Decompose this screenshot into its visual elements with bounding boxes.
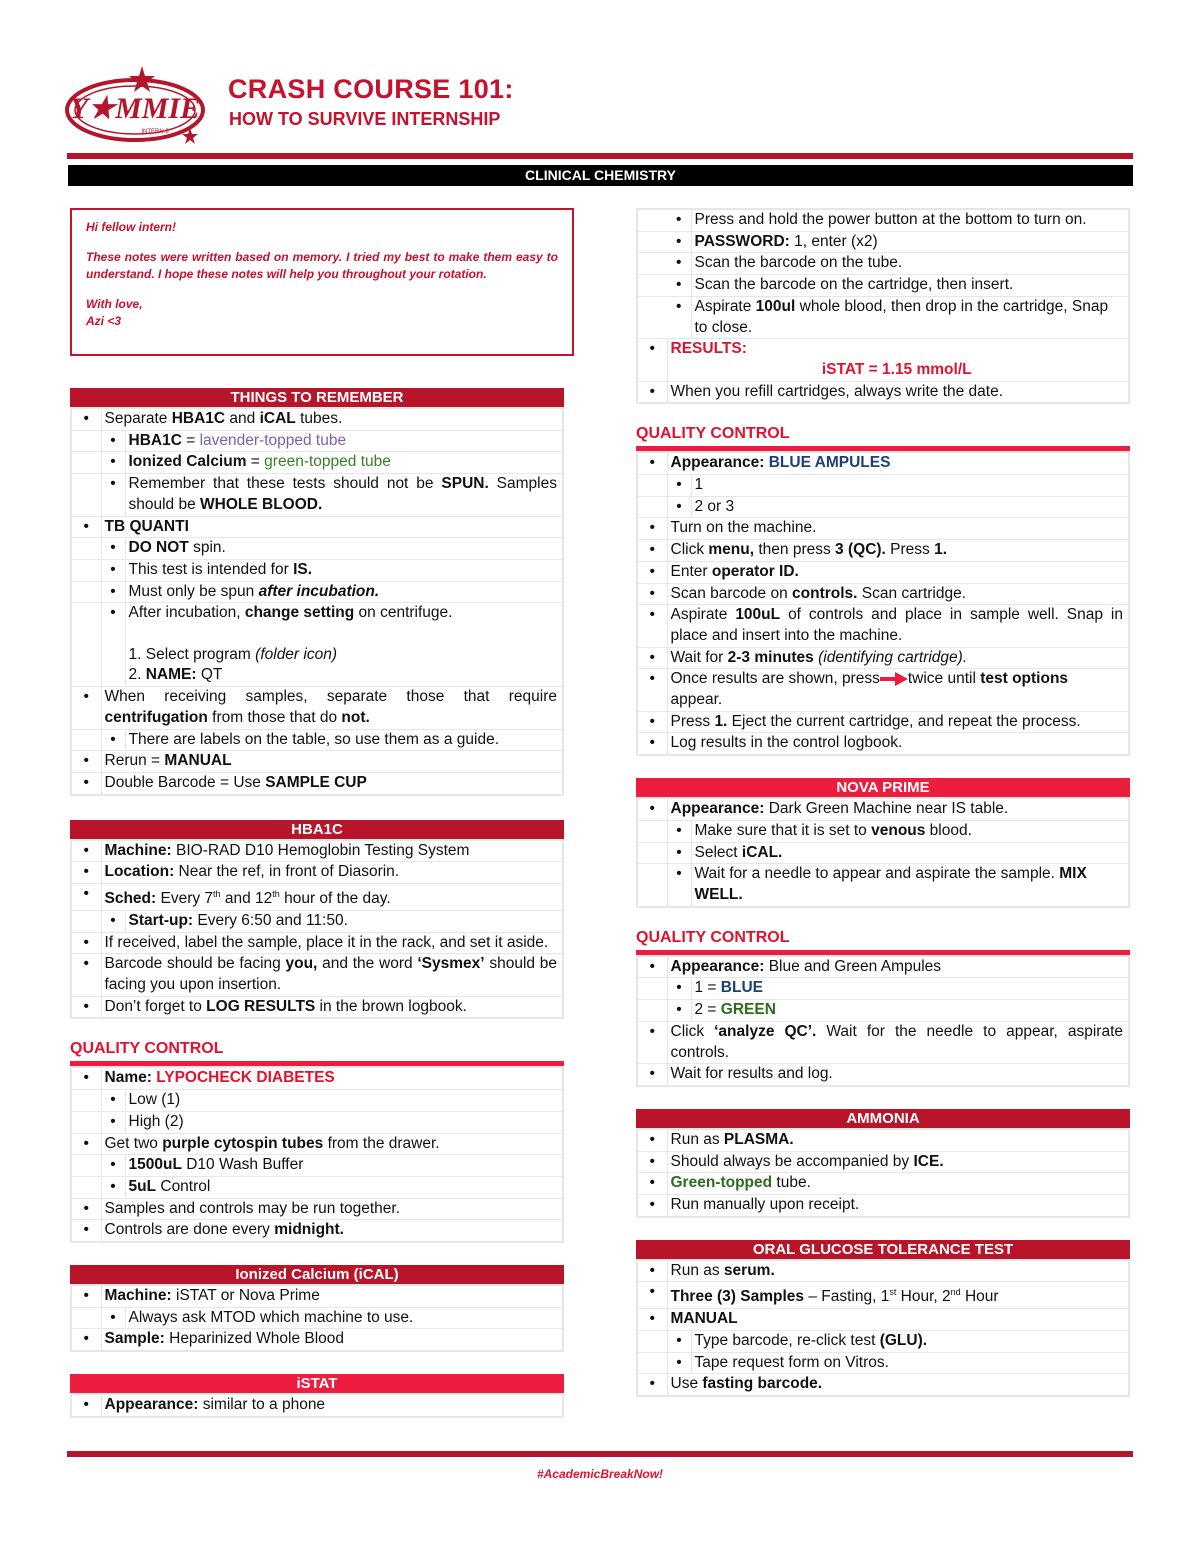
list-item: Enter operator ID. — [667, 561, 1129, 583]
list-item: Appearance: similar to a phone — [101, 1394, 563, 1417]
section-header-ogtt: ORAL GLUCOSE TOLERANCE TEST — [636, 1240, 1130, 1259]
list-item: Wait for results and log. — [667, 1064, 1129, 1086]
list-item: Sched: Every 7th and 12th hour of the day. — [101, 884, 563, 911]
svg-text:Y★MMIE: Y★MMIE — [69, 92, 201, 125]
list-item: Always ask MTOD which machine to use. — [125, 1307, 563, 1329]
category-bar: CLINICAL CHEMISTRY — [68, 165, 1133, 186]
right-column — [636, 208, 1130, 1397]
list-item: Tape request form on Vitros. — [691, 1352, 1129, 1374]
header-rule — [67, 153, 1133, 159]
list-item: Should always be accompanied by ICE. — [667, 1151, 1129, 1173]
page-subtitle: HOW TO SURVIVE INTERNSHIP — [229, 109, 501, 129]
list-item: Green-topped tube. — [667, 1173, 1129, 1195]
qc-nova-table: • Appearance: Blue and Green Ampules • 1 = BLUE • 2 = GREEN • Click ‘analyze QC’. Wait for the needle to appear, aspirate controls. • Wait for results and log. — [636, 955, 1130, 1087]
list-item: Scan the barcode on the tube. — [691, 253, 1129, 275]
list-item: There are labels on the table, so use them as a guide. — [125, 729, 563, 751]
list-item: Start-up: Every 6:50 and 11:50. — [125, 910, 563, 932]
list-item: 2 = GREEN — [691, 1000, 1129, 1022]
left-column — [70, 388, 564, 1418]
list-item: Appearance: Blue and Green Ampules — [667, 956, 1129, 978]
note-author: Azi <3 — [86, 314, 122, 328]
list-item: Don’t forget to LOG RESULTS in the brown logbook. — [101, 996, 563, 1018]
note-sign: With love, — [86, 297, 143, 311]
section-header-things: THINGS TO REMEMBER — [70, 388, 564, 407]
list-item: 1 — [691, 475, 1129, 497]
list-item: Run as PLASMA. — [667, 1129, 1129, 1151]
list-item: Once results are shown, press twice until test options appear. — [667, 669, 1129, 711]
list-item: Ionized Calcium = green-topped tube — [125, 452, 563, 474]
list-item: Make sure that it is set to venous blood. — [691, 820, 1129, 842]
list-item: Wait for a needle to appear and aspirate the sample. MIX WELL. — [691, 864, 1129, 907]
svg-text:INTERN 3: INTERN 3 — [141, 129, 169, 135]
qc-heading-hba1c: QUALITY CONTROL — [70, 1040, 224, 1058]
list-item: Samples and controls may be run together. — [101, 1198, 563, 1220]
list-item: Appearance: BLUE AMPULES — [667, 452, 1129, 474]
istat-steps-table: • Press and hold the power button at the bottom to turn on. • PASSWORD: 1, enter (x2) • Scan the barcode on the tube. • Scan the barcode on the cartridge, then insert. • Aspirate 100ul whole blood, then drop in the cartridge, Snap to close. • RESULTS: iSTAT = 1.15 mmol/L • When you refill cartridges, always write the date. — [636, 208, 1130, 404]
list-item: Double Barcode = Use SAMPLE CUP — [101, 772, 563, 794]
list-item: TB QUANTI — [101, 516, 563, 538]
footer-rule — [67, 1451, 1133, 1457]
section-header-ammonia: AMMONIA — [636, 1109, 1130, 1128]
hba1c-table: • Machine: BIO-RAD D10 Hemoglobin Testing System • Location: Near the ref, in front of Diasorin. • Sched: Every 7th and 12th hour of the day. • Start-up: Every 6:50 and 11:50. • If received, label the sample, place it in the rack, and set it aside. • Barcode should be facing you, and the word ‘Sysmex’ should be facing you upon insertion. • Don’t forget to LOG RESULTS in the brown logbook. — [70, 839, 564, 1020]
list-item: Click menu, then press 3 (QC). Press 1. — [667, 540, 1129, 562]
list-item: Three (3) Samples – Fasting, 1st Hour, 2nd Hour — [667, 1282, 1129, 1309]
qc-heading-nova: QUALITY CONTROL — [636, 928, 790, 946]
list-item: Select iCAL. — [691, 842, 1129, 864]
qc-heading-istat: QUALITY CONTROL — [636, 425, 790, 443]
note-greeting: Hi fellow intern! — [86, 220, 176, 234]
list-item: Machine: iSTAT or Nova Prime — [101, 1285, 563, 1307]
list-item: Use fasting barcode. — [667, 1374, 1129, 1396]
section-header-hba1c: HBA1C — [70, 820, 564, 839]
page-title: CRASH COURSE 101: — [228, 74, 514, 104]
list-item: When you refill cartridges, always write the date. — [667, 381, 1129, 403]
nova-table: • Appearance: Dark Green Machine near IS table. • Make sure that it is set to venous blood. • Select iCAL. • Wait for a needle to appear and aspirate the sample. MIX WELL. — [636, 797, 1130, 908]
list-item: Get two purple cytospin tubes from the drawer. — [101, 1133, 563, 1155]
things-table: • Separate HBA1C and iCAL tubes. • HBA1C = lavender-topped tube • Ionized Calcium = green-topped tube • Remember that these tests should not be SPUN. Samples should be WHOLE BLOOD. • TB QUANTI • DO NOT spin. • This test is intended for IS. • Must only be spun after incubation. • After incubation, change setting on centrifuge. 1. Select program (folder icon) 2. NAME: QT • When receiving samples, separate those that require centrifugation from those that do not. • There are labels on the table, so use them as a guide. • Rerun = MANUAL • Double Barcode = Use SAMPLE CUP — [70, 407, 564, 796]
list-item: Remember that these tests should not be SPUN. Samples should be WHOLE BLOOD. — [125, 474, 563, 516]
list-item: Controls are done every midnight. — [101, 1220, 563, 1242]
list-item: When receiving samples, separate those that require centrifugation from those that do not. — [101, 687, 563, 729]
list-item: This test is intended for IS. — [125, 559, 563, 581]
qc-hba1c-table: • Name: LYPOCHECK DIABETES • Low (1) • High (2) • Get two purple cytospin tubes from the drawer. • 1500uL D10 Wash Buffer • 5uL Control • Samples and controls may be run together. • Controls are done every midnight. — [70, 1066, 564, 1243]
section-header-ical: Ionized Calcium (iCAL) — [70, 1265, 564, 1284]
ammonia-table: • Run as PLASMA. • Should always be accompanied by ICE. • Green-topped tube. • Run manually upon receipt. — [636, 1128, 1130, 1218]
ogtt-table: • Run as serum. • Three (3) Samples – Fasting, 1st Hour, 2nd Hour • MANUAL • Type barcode, re-click test (GLU). • Tape request form on Vitros. • Use fasting barcode. — [636, 1259, 1130, 1397]
list-item: Scan the barcode on the cartridge, then insert. — [691, 275, 1129, 297]
list-item: Location: Near the ref, in front of Diasorin. — [101, 862, 563, 884]
intro-note — [70, 208, 574, 356]
istat-table: • Appearance: similar to a phone — [70, 1393, 564, 1418]
list-item: Press and hold the power button at the bottom to turn on. — [691, 209, 1129, 231]
list-item: Sample: Heparinized Whole Blood — [101, 1329, 563, 1351]
qc-istat-table: • Appearance: BLUE AMPULES • 1 • 2 or 3 • Turn on the machine. • Click menu, then press 3 (QC). Press 1. • Enter operator ID. • Scan barcode on controls. Scan cartridge. • Aspirate 100uL of controls and place in sample well. Snap in place and insert into the machine. • Wait for 2-3 minutes (identifying cartridge). • Once results are shown, press twice until test options appear. • Press 1. Eject the current cartridge, and repeat the process. • Log results in the control logbook. — [636, 451, 1130, 756]
list-item: Run as serum. — [667, 1260, 1129, 1282]
list-item: Appearance: Dark Green Machine near IS table. — [667, 798, 1129, 820]
list-item: Turn on the machine. — [667, 518, 1129, 540]
list-item: Low (1) — [125, 1090, 563, 1112]
list-item: Barcode should be facing you, and the word ‘Sysmex’ should be facing you upon insertion. — [101, 954, 563, 996]
list-item: HBA1C = lavender-topped tube — [125, 430, 563, 452]
list-item: 2 or 3 — [691, 496, 1129, 518]
list-item: DO NOT spin. — [125, 538, 563, 560]
list-item: 5uL Control — [125, 1176, 563, 1198]
list-item: After incubation, change setting on centrifuge. 1. Select program (folder icon) 2. NAME: QT — [125, 603, 563, 687]
list-item: MANUAL — [667, 1309, 1129, 1331]
list-item: RESULTS: iSTAT = 1.15 mmol/L — [667, 339, 1129, 381]
list-item: Wait for 2-3 minutes (identifying cartridge). — [667, 647, 1129, 669]
list-item: Press 1. Eject the current cartridge, and repeat the process. — [667, 711, 1129, 733]
list-item: High (2) — [125, 1111, 563, 1133]
right-arrow-icon — [880, 672, 908, 686]
footer-hashtag: #AcademicBreakNow! — [536, 1467, 664, 1481]
yommie-logo — [60, 58, 210, 158]
note-body: These notes were written based on memory. I tried my best to make them easy to understand. I hope these notes will help you throughout your rotation. — [86, 250, 558, 281]
list-item: Machine: BIO-RAD D10 Hemoglobin Testing System — [101, 840, 563, 862]
section-header-istat: iSTAT — [70, 1374, 564, 1393]
list-item: Aspirate 100uL of controls and place in sample well. Snap in place and insert into the machine. — [667, 605, 1129, 647]
list-item: Aspirate 100ul whole blood, then drop in the cartridge, Snap to close. — [691, 296, 1129, 338]
list-item: PASSWORD: 1, enter (x2) — [691, 231, 1129, 253]
list-item: Scan barcode on controls. Scan cartridge. — [667, 583, 1129, 605]
list-item: 1500uL D10 Wash Buffer — [125, 1155, 563, 1177]
list-item: Log results in the control logbook. — [667, 733, 1129, 755]
section-header-nova: NOVA PRIME — [636, 778, 1130, 797]
list-item: Separate HBA1C and iCAL tubes. — [101, 408, 563, 430]
list-item: Type barcode, re-click test (GLU). — [691, 1330, 1129, 1352]
list-item: Run manually upon receipt. — [667, 1195, 1129, 1217]
list-item: Name: LYPOCHECK DIABETES — [101, 1067, 563, 1089]
list-item: Rerun = MANUAL — [101, 751, 563, 773]
list-item: Click ‘analyze QC’. Wait for the needle to appear, aspirate controls. — [667, 1021, 1129, 1063]
list-item: Must only be spun after incubation. — [125, 581, 563, 603]
list-item: If received, label the sample, place it in the rack, and set it aside. — [101, 932, 563, 954]
list-item: 1 = BLUE — [691, 978, 1129, 1000]
ical-table: • Machine: iSTAT or Nova Prime • Always ask MTOD which machine to use. • Sample: Heparinized Whole Blood — [70, 1284, 564, 1352]
